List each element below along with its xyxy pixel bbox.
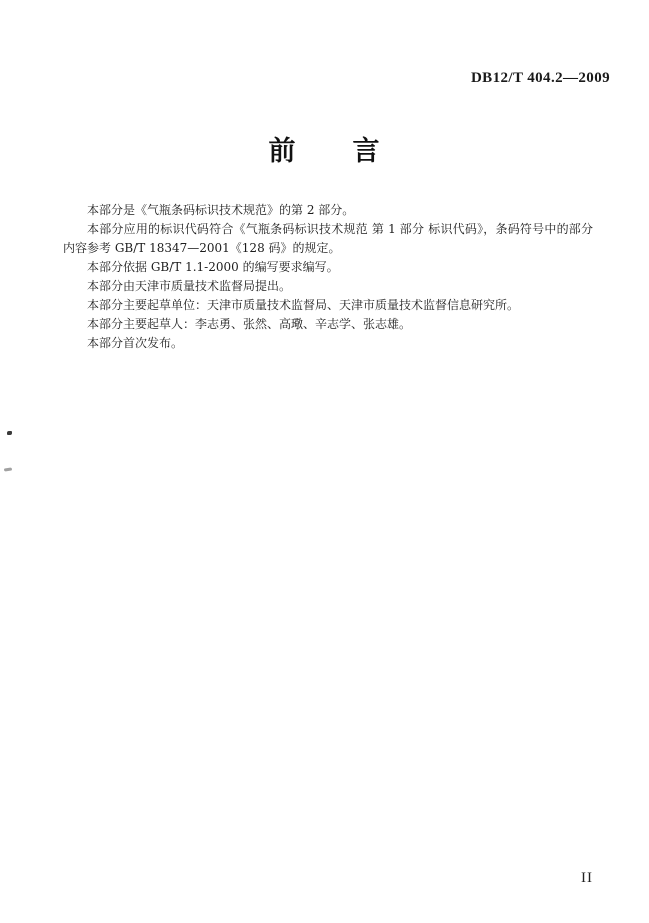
foreword-paragraph: 本部分依据 GB/T 1.1-2000 的编写要求编写。 xyxy=(87,260,339,274)
foreword-paragraph: 本部分是《气瓶条码标识技术规范》的第 2 部分。 xyxy=(87,203,355,217)
foreword-paragraph: 本部分主要起草人：李志勇、张然、高璥、辛志学、张志雄。 xyxy=(87,317,412,331)
foreword-paragraph: 本部分首次发布。 xyxy=(87,336,184,350)
foreword-paragraph: 本部分应用的标识代码符合《气瓶条码标识技术规范 第 1 部分 标识代码》，条码符号中的部分内容参考 GB/T 18347—2001《128 码》的规定。 xyxy=(63,222,593,255)
scan-speck xyxy=(4,467,12,471)
page-number: II xyxy=(581,870,593,886)
foreword-paragraph: 本部分由天津市质量技术监督局提出。 xyxy=(87,279,292,293)
foreword-title: 前 言 xyxy=(268,136,381,167)
foreword-paragraph: 本部分主要起草单位：天津市质量技术监督局、天津市质量技术监督信息研究所。 xyxy=(87,298,520,312)
standard-number: DB12/T 404.2—2009 xyxy=(470,70,610,86)
scan-speck xyxy=(7,431,12,435)
foreword-body xyxy=(63,201,593,353)
